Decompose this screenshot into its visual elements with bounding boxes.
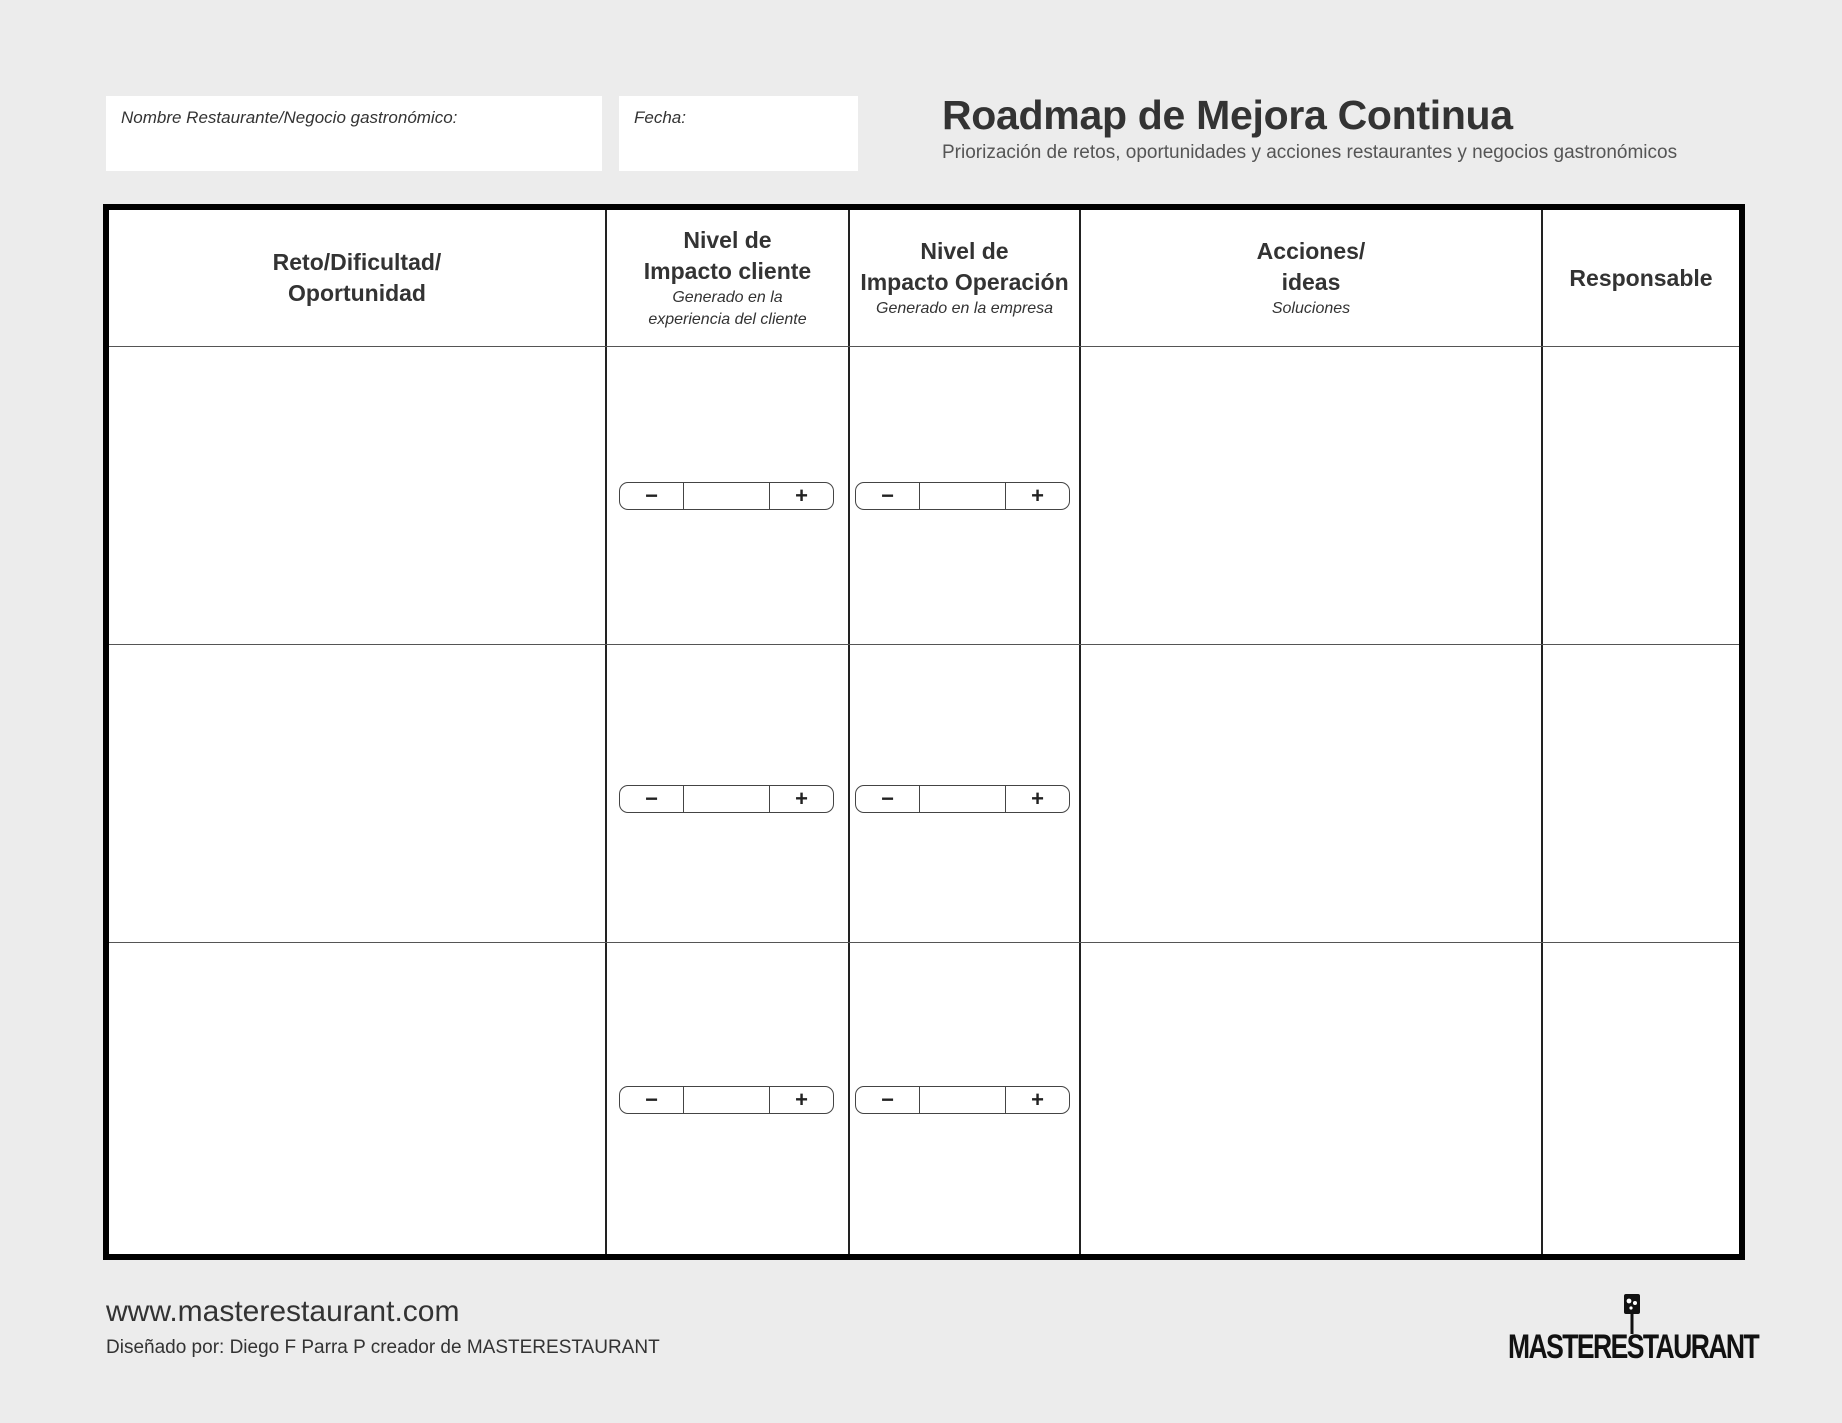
plus-icon[interactable]: +	[1031, 786, 1044, 811]
minus-icon[interactable]: −	[881, 483, 894, 508]
date-field[interactable]	[619, 96, 858, 171]
header-actions	[1081, 210, 1541, 346]
plus-icon[interactable]: +	[795, 483, 808, 508]
minus-icon[interactable]: −	[645, 483, 658, 508]
header-customer-impact-sub1: Generado en la	[672, 289, 783, 306]
header-responsible	[1543, 210, 1739, 346]
customer-impact-stepper[interactable]	[619, 482, 834, 510]
stepper-value[interactable]	[919, 1087, 1006, 1113]
minus-icon[interactable]: −	[645, 786, 658, 811]
header-actions-sub1: Soluciones	[1271, 300, 1351, 317]
restaurant-name-field[interactable]	[106, 96, 602, 171]
minus-icon[interactable]: −	[881, 786, 894, 811]
header-operation-impact-line1: Nivel de	[920, 238, 1009, 264]
page-subtitle: Priorización de retos, oportunidades y acciones restaurantes y negocios gastronómicos	[942, 142, 1678, 163]
row-divider	[109, 644, 1739, 645]
masterestaurant-logo	[1508, 1292, 1759, 1372]
plus-icon[interactable]: +	[1031, 483, 1044, 508]
minus-icon[interactable]: −	[645, 1087, 658, 1112]
website-url[interactable]: www.masterestaurant.com	[106, 1295, 460, 1328]
stepper-value[interactable]	[683, 786, 770, 812]
plus-icon[interactable]: +	[1031, 1087, 1044, 1112]
stepper-value[interactable]	[919, 483, 1006, 509]
header-operation-impact	[850, 210, 1079, 346]
row-divider	[109, 942, 1739, 943]
column-divider	[1541, 210, 1543, 1254]
plus-icon[interactable]: +	[795, 786, 808, 811]
operation-impact-stepper[interactable]	[855, 482, 1070, 510]
column-divider	[605, 210, 607, 1254]
header-customer-impact-line1: Nivel de	[683, 227, 772, 253]
customer-impact-stepper[interactable]	[619, 1086, 834, 1114]
column-divider	[1079, 210, 1081, 1254]
header-actions-line2: ideas	[1281, 269, 1341, 295]
customer-impact-stepper[interactable]	[619, 785, 834, 813]
plus-icon[interactable]: +	[795, 1087, 808, 1112]
stepper-value[interactable]	[683, 1087, 770, 1113]
header-customer-impact-line2: Impacto cliente	[643, 258, 812, 284]
header-challenge-line1: Reto/Dificultad/	[272, 249, 442, 275]
operation-impact-stepper[interactable]	[855, 785, 1070, 813]
header-actions-line1: Acciones/	[1256, 238, 1366, 264]
restaurant-name-label: Nombre Restaurante/Negocio gastronómico:	[121, 108, 458, 127]
operation-impact-stepper[interactable]	[855, 1086, 1070, 1114]
stepper-value[interactable]	[683, 483, 770, 509]
logo-text: MASTERESTAURANT	[1508, 1328, 1759, 1366]
minus-icon[interactable]: −	[881, 1087, 894, 1112]
roadmap-table	[103, 204, 1745, 1260]
header-challenge-line2: Oportunidad	[288, 280, 426, 306]
row-divider	[109, 346, 1739, 347]
column-divider	[848, 210, 850, 1254]
header-responsible-label: Responsable	[1569, 264, 1713, 291]
header-customer-impact-sub2: experiencia del cliente	[648, 311, 807, 328]
header-customer-impact	[607, 210, 848, 346]
header-challenge	[109, 210, 605, 346]
date-label: Fecha:	[634, 108, 686, 127]
header-operation-impact-line2: Impacto Operación	[860, 269, 1069, 295]
page-title: Roadmap de Mejora Continua	[942, 92, 1513, 138]
stepper-value[interactable]	[919, 786, 1006, 812]
designer-credit: Diseñado por: Diego F Parra P creador de MASTERESTAURANT	[106, 1337, 660, 1358]
header-operation-impact-sub1: Generado en la empresa	[876, 300, 1053, 317]
